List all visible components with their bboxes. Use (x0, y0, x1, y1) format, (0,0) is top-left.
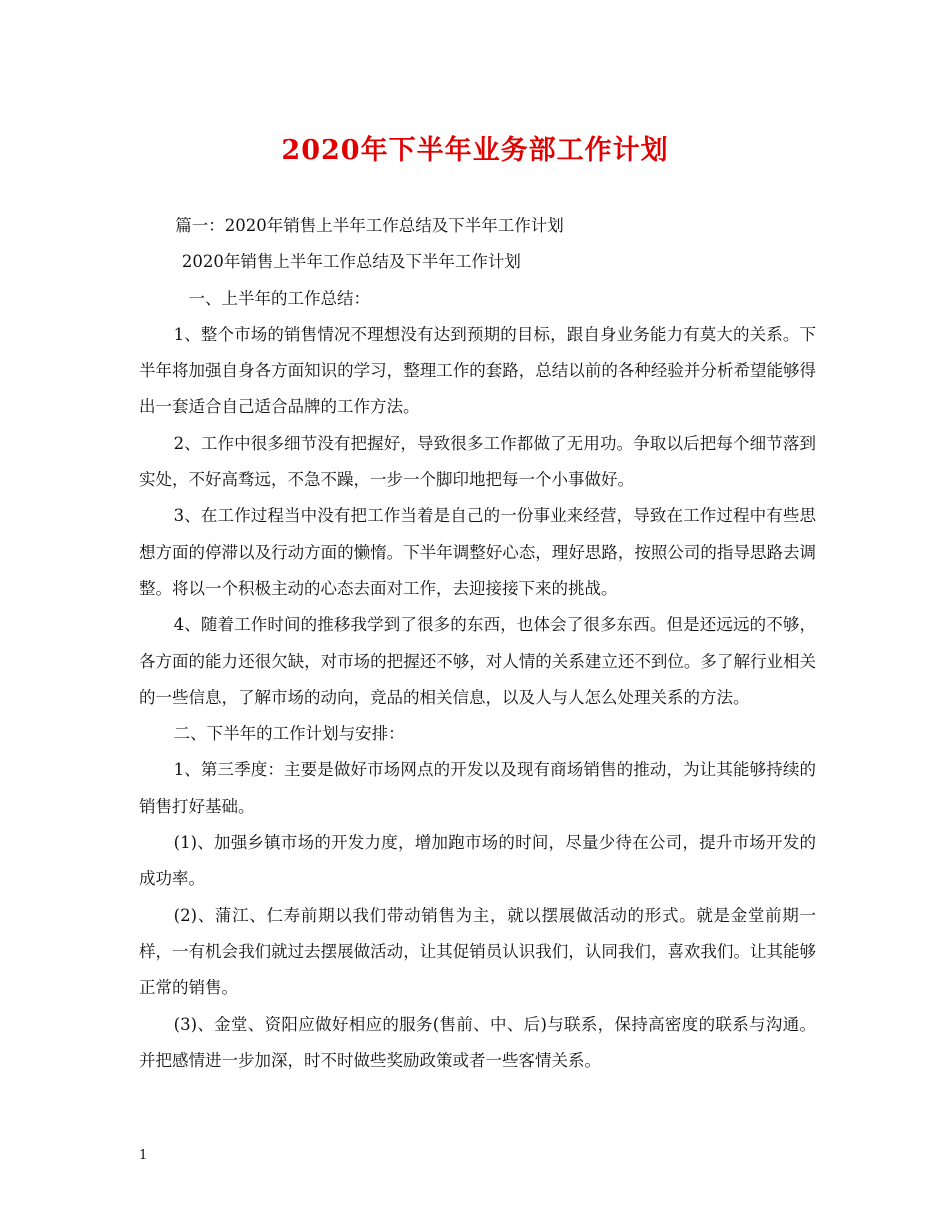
paragraph: (2)、蒲江、仁寿前期以我们带动销售为主，就以摆展做活动的形式。就是金堂前期一样，一有机会我们就过去摆展做活动，让其促销员认识我们，认同我们，喜欢我们。让其能够正常的销售。 (139, 905, 816, 998)
page-number: 1 (139, 1148, 148, 1163)
paragraph: (3)、金堂、资阳应做好相应的服务(售前、中、后)与联系，保持高密度的联系与沟通。并把感情进一步加深，时不时做些奖励政策或者一些客情关系。 (139, 1014, 816, 1070)
paragraph-section-heading: 篇一：2020年销售上半年工作总结及下半年工作计划 (175, 216, 564, 235)
paragraph-part-one-heading: 一、上半年的工作总结： (188, 288, 370, 308)
document-body (139, 208, 816, 1079)
paragraph: 1、第三季度：主要是做好市场网点的开发以及现有商场销售的推动，为让其能够持续的销售打好基础。 (139, 760, 816, 816)
paragraph: 1、整个市场的销售情况不理想没有达到预期的目标，跟自身业务能力有莫大的关系。下半年将加强自身各方面知识的学习，整理工作的套路，总结以前的各种经验并分析希望能够得出一套适合自己适合品牌的工作方法。 (139, 324, 816, 417)
paragraph: (1)、加强乡镇市场的开发力度，增加跑市场的时间，尽量少待在公司，提升市场开发的成功率。 (139, 833, 816, 889)
paragraph: 3、在工作过程当中没有把工作当着是自己的一份事业来经营，导致在工作过程中有些思想方面的停滞以及行动方面的懒惰。下半年调整好心态，理好思路，按照公司的指导思路去调整。将以一个积极主动的心态去面对工作，去迎接接下来的挑战。 (139, 506, 816, 598)
paragraph-subtitle: 2020年销售上半年工作总结及下半年工作计划 (181, 252, 521, 272)
document-title: 2020年下半年业务部工作计划 (281, 135, 669, 166)
paragraph-part-two-heading: 二、下半年的工作计划与安排： (173, 724, 405, 744)
paragraph: 2、工作中很多细节没有把握好，导致很多工作都做了无用功。争取以后把每个细节落到实处，不好高骛远，不急不躁，一步一个脚印地把每一个小事做好。 (139, 433, 816, 490)
paragraph: 4、随着工作时间的推移我学到了很多的东西，也体会了很多东西。但是还远远的不够，各方面的能力还很欠缺，对市场的把握还不够，对人情的关系建立还不到位。多了解行业相关的一些信息，了解市场的动向，竞品的相关信息，以及人与人怎么处理关系的方法。 (139, 615, 816, 707)
